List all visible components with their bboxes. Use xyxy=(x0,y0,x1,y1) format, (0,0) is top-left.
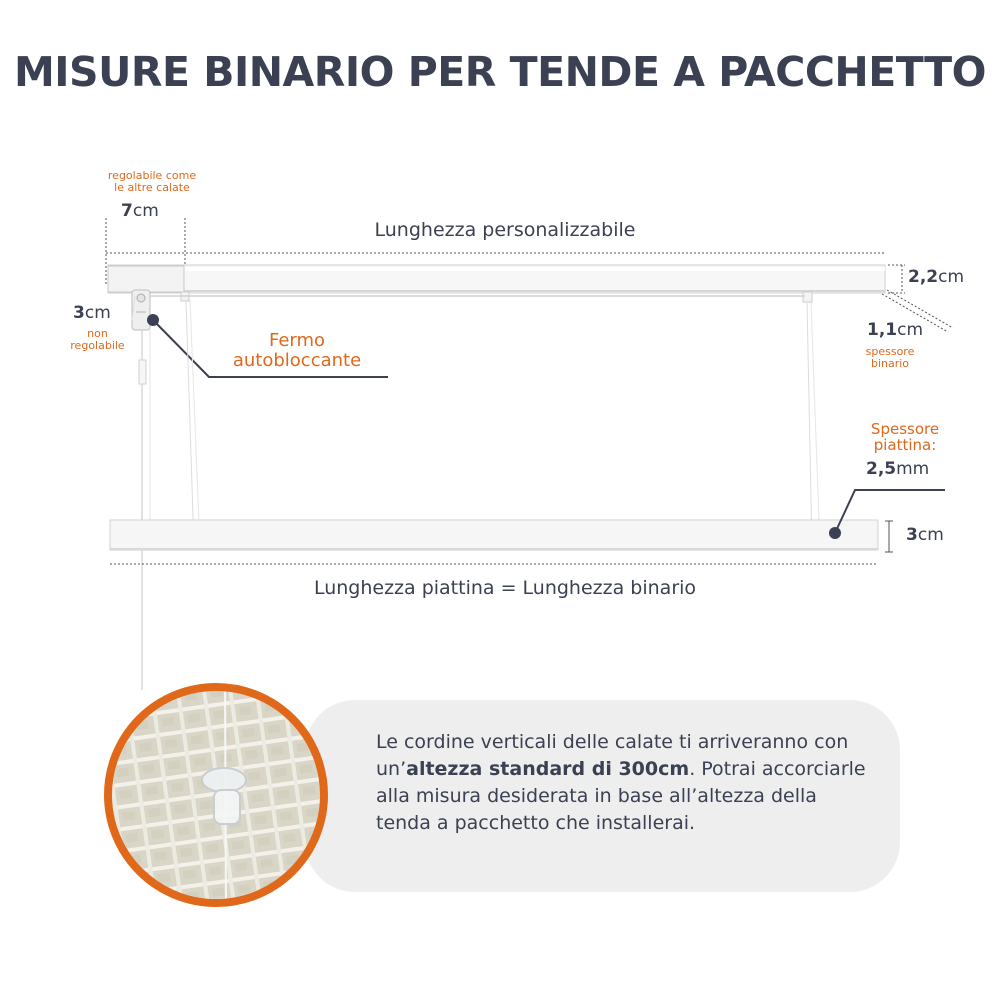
cord-4 xyxy=(190,300,200,548)
rail-thickness-note-line2: binario xyxy=(870,357,910,370)
hook-right xyxy=(803,292,812,302)
bar-thickness-label-line2: piattina: xyxy=(873,436,937,454)
lock-label-line2: autobloccante xyxy=(232,350,362,371)
lock-wheel xyxy=(137,294,145,302)
stopper-label xyxy=(73,303,111,323)
info-text xyxy=(376,729,876,837)
stopper-note-line2: regolabile xyxy=(70,339,125,352)
rail-height-label xyxy=(908,267,964,287)
carrier-width-value: 7 xyxy=(121,201,133,221)
bar-height-label xyxy=(906,525,944,545)
lock-label xyxy=(212,331,382,371)
stopper-unit: cm xyxy=(84,303,111,323)
bar-height-value: 3 xyxy=(906,525,918,545)
info-text-part2: . Potrai accorciarle alla misura desiderata in base all’altezza della tenda a pacchetto che installerai. xyxy=(376,758,866,834)
stopper-note xyxy=(55,328,140,352)
carrier-adjustable-note-line1: regolabile come xyxy=(107,169,197,182)
rail-thickness-label xyxy=(867,320,923,340)
info-text-bold: altezza standard di 300cm xyxy=(406,758,690,780)
bottom-bar xyxy=(110,520,878,550)
bar-height-unit: cm xyxy=(917,525,944,545)
stopper-value: 3 xyxy=(73,303,85,323)
stopper-note-line1: non xyxy=(87,327,108,340)
rail-thickness-note xyxy=(850,346,930,370)
bar-length-label: Lunghezza piattina = Lunghezza binario xyxy=(313,577,697,599)
rail-thickness-value: 1,1 xyxy=(867,320,898,340)
info-text-part1: Le cordine verticali delle calate ti arriveranno con un’ xyxy=(376,731,849,780)
rail-length-label: Lunghezza personalizzabile xyxy=(374,219,636,241)
carrier-adjustable-note-line2: le altre calate xyxy=(114,181,190,194)
rail-thickness-unit: cm xyxy=(897,320,924,340)
rail-thickness-note-line1: spessore xyxy=(865,345,915,358)
carrier-width-label xyxy=(121,201,159,221)
rail-highlight xyxy=(108,267,885,271)
bar-thickness-label-line1: Spessore xyxy=(870,420,940,438)
bar-thickness-value-label xyxy=(866,459,929,479)
carrier-adjustable-note xyxy=(92,170,212,194)
bar-thickness-value: 2,5 xyxy=(866,459,897,479)
cord-6 xyxy=(811,302,820,548)
cord-weight xyxy=(139,360,146,384)
page-title: MISURE BINARIO PER TENDE A PACCHETTO xyxy=(14,48,986,96)
cord-5 xyxy=(807,302,812,548)
lock-label-line1: Fermo xyxy=(268,330,326,351)
rail-height-unit: cm xyxy=(938,267,965,287)
bar-thickness-unit: mm xyxy=(896,459,930,479)
carrier-width-unit: cm xyxy=(132,201,159,221)
end-carrier xyxy=(108,266,184,292)
bar-thickness-label xyxy=(855,421,955,453)
rail-height-value: 2,2 xyxy=(908,267,939,287)
cord-3 xyxy=(186,300,194,548)
